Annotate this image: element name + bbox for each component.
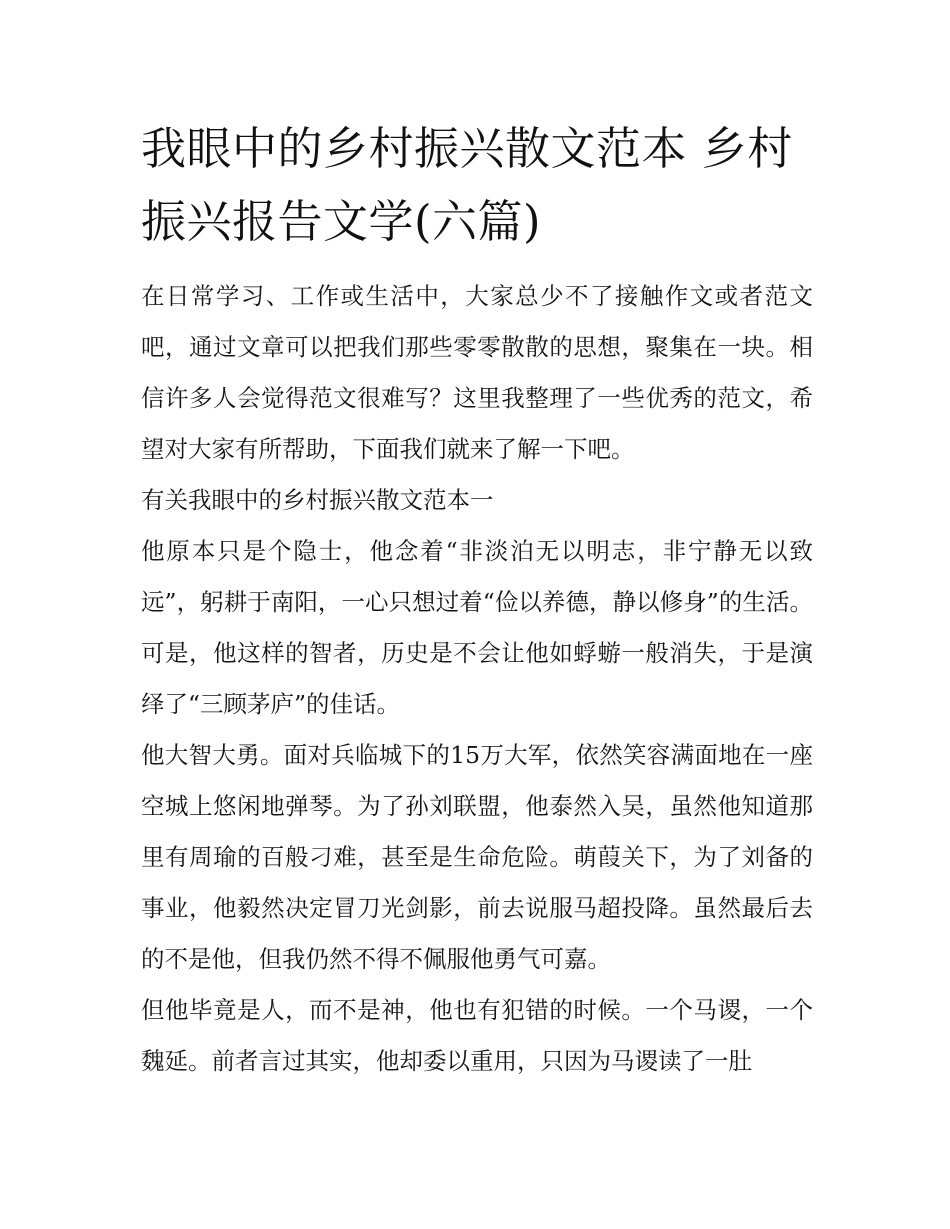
body-paragraph: 但他毕竟是人，而不是神，他也有犯错的时候。一个马谡，一个魏延。前者言过其实，他却委以重用，只因为马谡读了一肚 [141, 996, 813, 1075]
document-title: 我眼中的乡村振兴散文范本 乡村振兴报告文学(六篇) [141, 122, 793, 248]
intro-paragraph: 在日常学习、工作或生活中，大家总少不了接触作文或者范文吧，通过文章可以把我们那些零零散散的思想，聚集在一块。相信许多人会觉得范文很难写？这里我整理了一些优秀的范文，希望对大家有所帮助，下面我们就来了解一下吧。 [141, 282, 813, 463]
body-paragraph: 他大智大勇。面对兵临城下的15万大军，依然笑容满面地在一座空城上悠闲地弹琴。为了孙刘联盟，他泰然入吴，虽然他知道那里有周瑜的百般刁难，甚至是生命危险。萌葭关下，为了刘备的事业，他毅然决定冒刀光剑影，前去说服马超投降。虽然最后去的不是他，但我仍然不得不佩服他勇气可嘉。 [141, 741, 813, 973]
document-body [141, 271, 813, 1087]
body-paragraph: 他原本只是个隐士，他念着“非淡泊无以明志，非宁静无以致远”，躬耕于南阳，一心只想过着“俭以养德，静以修身”的生活。可是，他这样的智者，历史是不会让他如蜉蝣一般消失，于是演绎了“三顾茅庐”的佳话。 [141, 537, 813, 718]
document-content [141, 112, 813, 1087]
section-heading: 有关我眼中的乡村振兴散文范本一 [141, 486, 494, 514]
